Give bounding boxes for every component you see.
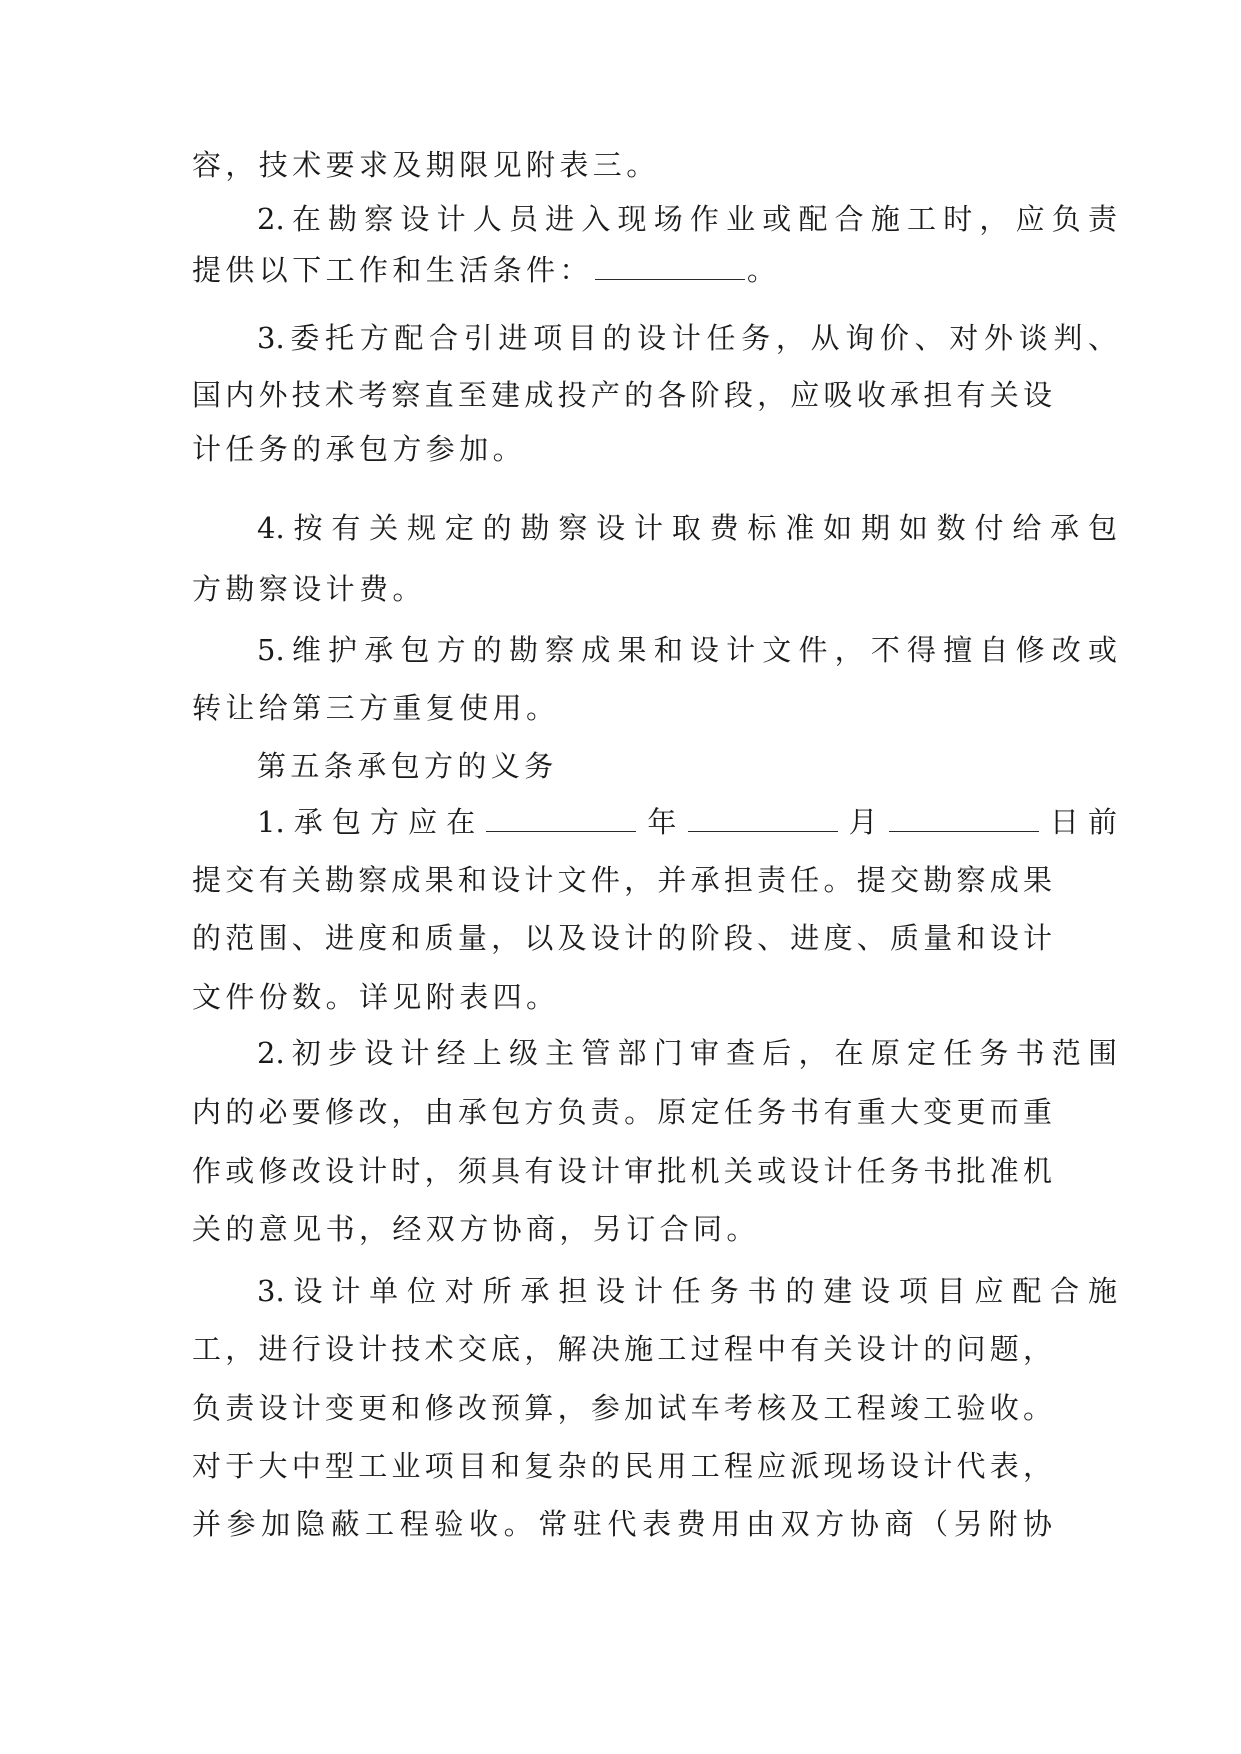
text-line: 2.初步设计经上级主管部门审查后，在原定任务书范围 bbox=[257, 1036, 1117, 1070]
text-line: 内的必要修改，由承包方负责。原定任务书有重大变更而重 bbox=[192, 1095, 1052, 1129]
text-line: 国内外技术考察直至建成投产的各阶段，应吸收承担有关设 bbox=[192, 378, 1052, 412]
text-line: 的范围、进度和质量，以及设计的阶段、进度、质量和设计 bbox=[192, 921, 1052, 955]
text-line: 文件份数。详见附表四。 bbox=[192, 980, 560, 1014]
month-blank bbox=[688, 801, 838, 832]
text-line: 关的意见书，经双方协商，另订合同。 bbox=[192, 1212, 760, 1246]
year-label: 年 bbox=[638, 805, 686, 839]
text-line: 对于大中型工业项目和复杂的民用工程应派现场设计代表， bbox=[192, 1449, 1052, 1483]
year-blank bbox=[486, 801, 636, 832]
text-line: 计任务的承包方参加。 bbox=[192, 432, 527, 466]
line-text: 提供以下工作和生活条件： bbox=[192, 253, 593, 287]
text-line: 3.委托方配合引进项目的设计任务，从询价、对外谈判、 bbox=[257, 321, 1117, 355]
text-line bbox=[257, 800, 1117, 844]
day-label: 日前 bbox=[1040, 805, 1117, 839]
text-line: 容，技术要求及期限见附表三。 bbox=[192, 148, 660, 182]
text-line: 2.在勘察设计人员进入现场作业或配合施工时，应负责 bbox=[257, 202, 1117, 236]
text-line: 并参加隐蔽工程验收。常驻代表费用由双方协商（另附协 bbox=[192, 1507, 1052, 1541]
line-text: 1.承包方应在 bbox=[257, 805, 485, 839]
text-line: 3.设计单位对所承担设计任务书的建设项目应配合施 bbox=[257, 1274, 1117, 1308]
text-line bbox=[192, 248, 1052, 292]
text-line: 4.按有关规定的勘察设计取费标准如期如数付给承包 bbox=[257, 511, 1117, 545]
month-label: 月 bbox=[839, 805, 887, 839]
text-line: 5.维护承包方的勘察成果和设计文件，不得擅自修改或 bbox=[257, 633, 1117, 667]
text-line: 作或修改设计时，须具有设计审批机关或设计任务书批准机 bbox=[192, 1154, 1052, 1188]
section-heading: 第五条承包方的义务 bbox=[257, 749, 558, 783]
text-line: 提交有关勘察成果和设计文件，并承担责任。提交勘察成果 bbox=[192, 863, 1052, 897]
text-line: 方勘察设计费。 bbox=[192, 572, 426, 606]
day-blank bbox=[889, 801, 1039, 832]
text-line: 转让给第三方重复使用。 bbox=[192, 691, 560, 725]
text-line: 负责设计变更和修改预算，参加试车考核及工程竣工验收。 bbox=[192, 1391, 1052, 1425]
fill-in-blank bbox=[595, 249, 745, 280]
line-end-punctuation: 。 bbox=[746, 253, 781, 287]
text-line: 工，进行设计技术交底，解决施工过程中有关设计的问题， bbox=[192, 1332, 1052, 1366]
